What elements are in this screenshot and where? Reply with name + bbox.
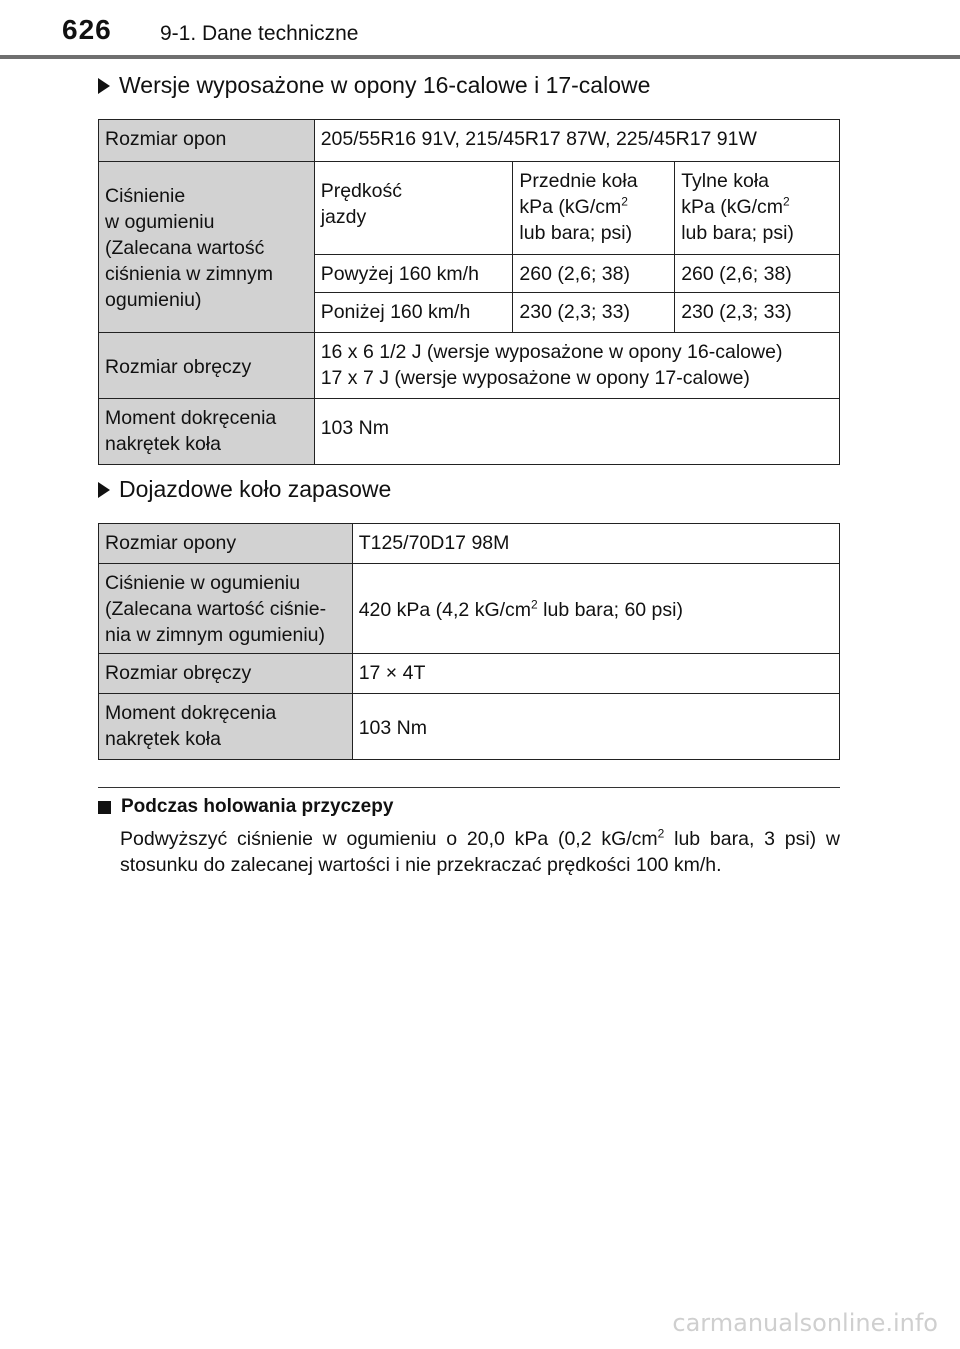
page-number: 626 [62, 14, 112, 45]
table-row [99, 654, 840, 694]
speed-cell: Poniżej 160 km/h [314, 293, 513, 333]
header-divider [0, 55, 960, 59]
speed-cell: Powyżej 160 km/h [314, 255, 513, 293]
label-cell: Rozmiar obręczy [99, 654, 353, 694]
front-pressure-cell: 230 (2,3; 33) [513, 293, 675, 333]
table-row [99, 524, 840, 564]
speed-header: Prędkość jazdy [314, 162, 513, 255]
label-cell: Moment dokręcenia nakrętek koła [99, 694, 353, 760]
value-cell: 17 × 4T [352, 654, 839, 694]
rear-header: Tylne koła kPa ($kG/cm^2$ lub bara; psi) [675, 162, 840, 255]
rear-pressure-cell: 260 (2,6; 38) [675, 255, 840, 293]
watermark: carmanualsonline.info [672, 1309, 938, 1337]
value-cell: 103 Nm [314, 399, 839, 465]
table-row [99, 564, 840, 654]
note-heading [98, 796, 393, 818]
label-cell: Ciśnienie w ogumieniu (Zalecana wartość ciśnienia w zimnym ogumieniu) [99, 162, 315, 333]
table-row [99, 399, 840, 465]
note-divider [98, 787, 840, 788]
label-cell: Ciśnienie w ogumieniu (Zalecana wartość ciśnie- nia w zimnym ogumieniu) [99, 564, 353, 654]
spare-tire-table [98, 523, 840, 760]
note-body: Podwyższyć ciśnienie w ogumieniu o 20,0 kPa (0,2 $kG/cm^2$ lub bara, 3 psi) w stosunku do zalecanej wartości i nie przekraczać prędkości 100 km/h. [120, 826, 841, 876]
value-cell: 16 x 6 1/2 J (wersje wyposażone w opony 16-calowe) 17 x 7 J (wersje wyposażone w opony 17-calowe) [314, 333, 839, 399]
value-cell: T125/70D17 98M [352, 524, 839, 564]
value-cell: 420 kPa (4,2 $kG/cm^2$ lub bara; 60 psi) [352, 564, 839, 654]
arrow-bullet-icon [98, 78, 110, 94]
front-header: Przednie koła kPa ($kG/cm^2$ lub bara; psi) [513, 162, 675, 255]
subheading-text: Dojazdowe koło zapasowe [119, 476, 392, 502]
note-title: Podczas holowania przyczepy [121, 796, 394, 817]
label-cell: Rozmiar obręczy [99, 333, 315, 399]
tire-spec-table [98, 119, 840, 465]
value-cell: 103 Nm [352, 694, 839, 760]
subheading-tires [98, 72, 650, 99]
subheading-text: Wersje wyposażone w opony 16-calowe i 17-calowe [119, 72, 651, 98]
table-row [99, 333, 840, 399]
table-row [99, 120, 840, 162]
subheading-spare [98, 476, 391, 503]
table-row [99, 694, 840, 760]
table-row [99, 162, 840, 255]
square-bullet-icon [98, 801, 111, 814]
front-pressure-cell: 260 (2,6; 38) [513, 255, 675, 293]
label-cell: Rozmiar opony [99, 524, 353, 564]
page-header [0, 0, 960, 60]
section-title: 9-1. Dane techniczne [160, 22, 359, 45]
rear-pressure-cell: 230 (2,3; 33) [675, 293, 840, 333]
arrow-bullet-icon [98, 482, 110, 498]
value-cell: 205/55R16 91V, 215/45R17 87W, 225/45R17 91W [314, 120, 839, 162]
label-cell: Moment dokręcenia nakrętek koła [99, 399, 315, 465]
label-cell: Rozmiar opon [99, 120, 315, 162]
